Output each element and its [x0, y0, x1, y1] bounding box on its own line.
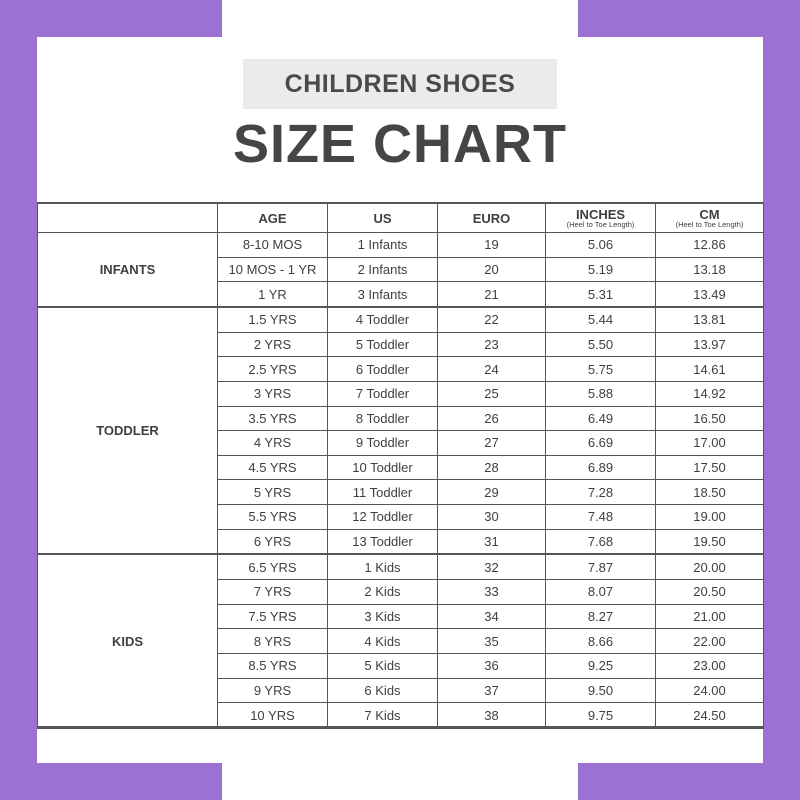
cell-us: 1 Infants [328, 233, 438, 258]
header-group [38, 203, 218, 233]
cell-euro: 30 [438, 505, 546, 530]
cell-us: 4 Toddler [328, 307, 438, 332]
cell-age: 6.5 YRS [218, 554, 328, 579]
cell-us: 7 Kids [328, 703, 438, 728]
cell-us: 2 Infants [328, 257, 438, 282]
header-cm-note: (Heel to Toe Length) [675, 219, 744, 229]
cell-us: 5 Toddler [328, 332, 438, 357]
header-cm [656, 203, 764, 233]
size-chart-card [37, 37, 763, 763]
cell-inches: 6.69 [546, 431, 656, 456]
table-row [38, 554, 764, 579]
cell-cm: 12.86 [656, 233, 764, 258]
cell-age: 4 YRS [218, 431, 328, 456]
cell-euro: 32 [438, 554, 546, 579]
cell-inches: 5.88 [546, 381, 656, 406]
cell-inches: 5.50 [546, 332, 656, 357]
table-body [38, 233, 764, 729]
header-inches [546, 203, 656, 233]
cell-inches: 8.07 [546, 580, 656, 605]
cell-euro: 22 [438, 307, 546, 332]
cell-cm: 20.00 [656, 554, 764, 579]
cell-inches: 5.75 [546, 357, 656, 382]
cell-euro: 38 [438, 703, 546, 728]
cell-us: 4 Kids [328, 629, 438, 654]
cell-inches: 9.50 [546, 678, 656, 703]
cell-age: 6 YRS [218, 529, 328, 554]
cell-euro: 23 [438, 332, 546, 357]
header-age: AGE [218, 203, 328, 233]
cell-age: 10 YRS [218, 703, 328, 728]
table-row [38, 233, 764, 258]
cell-cm: 21.00 [656, 604, 764, 629]
cell-cm: 20.50 [656, 580, 764, 605]
cell-cm: 13.49 [656, 282, 764, 307]
cell-cm: 23.00 [656, 653, 764, 678]
cell-us: 2 Kids [328, 580, 438, 605]
cell-inches: 7.68 [546, 529, 656, 554]
cell-us: 10 Toddler [328, 455, 438, 480]
cell-euro: 29 [438, 480, 546, 505]
cell-us: 6 Kids [328, 678, 438, 703]
cell-us: 6 Toddler [328, 357, 438, 382]
cell-euro: 21 [438, 282, 546, 307]
cell-inches: 9.25 [546, 653, 656, 678]
group-label: INFANTS [38, 233, 218, 307]
cell-us: 9 Toddler [328, 431, 438, 456]
cell-inches: 5.06 [546, 233, 656, 258]
cell-inches: 6.49 [546, 406, 656, 431]
cell-cm: 18.50 [656, 480, 764, 505]
cell-age: 8 YRS [218, 629, 328, 654]
header-cm-label: CM [699, 206, 720, 222]
cell-age: 9 YRS [218, 678, 328, 703]
cell-cm: 13.81 [656, 307, 764, 332]
cell-inches: 7.48 [546, 505, 656, 530]
cell-euro: 34 [438, 604, 546, 629]
cell-euro: 19 [438, 233, 546, 258]
size-table [37, 202, 764, 729]
cell-us: 3 Kids [328, 604, 438, 629]
chart-title: SIZE CHART [233, 114, 567, 174]
cell-age: 8.5 YRS [218, 653, 328, 678]
cell-cm: 19.00 [656, 505, 764, 530]
cell-euro: 28 [438, 455, 546, 480]
cell-age: 8-10 MOS [218, 233, 328, 258]
cell-inches: 7.87 [546, 554, 656, 579]
cell-us: 7 Toddler [328, 381, 438, 406]
cell-us: 13 Toddler [328, 529, 438, 554]
cell-euro: 36 [438, 653, 546, 678]
cell-us: 8 Toddler [328, 406, 438, 431]
cell-inches: 7.28 [546, 480, 656, 505]
cell-cm: 14.61 [656, 357, 764, 382]
cell-age: 2.5 YRS [218, 357, 328, 382]
cell-euro: 26 [438, 406, 546, 431]
cell-age: 3.5 YRS [218, 406, 328, 431]
cell-cm: 19.50 [656, 529, 764, 554]
cell-euro: 27 [438, 431, 546, 456]
header-inches-note: (Heel to Toe Length) [566, 219, 635, 229]
group-label: TODDLER [38, 307, 218, 554]
cell-age: 1.5 YRS [218, 307, 328, 332]
cell-age: 7 YRS [218, 580, 328, 605]
cell-age: 7.5 YRS [218, 604, 328, 629]
table-row [38, 307, 764, 332]
table-header-row [38, 203, 764, 233]
cell-inches: 5.31 [546, 282, 656, 307]
cell-age: 5 YRS [218, 480, 328, 505]
cell-age: 5.5 YRS [218, 505, 328, 530]
cell-cm: 13.97 [656, 332, 764, 357]
cell-cm: 24.00 [656, 678, 764, 703]
cell-age: 2 YRS [218, 332, 328, 357]
cell-cm: 16.50 [656, 406, 764, 431]
cell-euro: 31 [438, 529, 546, 554]
cell-us: 5 Kids [328, 653, 438, 678]
cell-us: 12 Toddler [328, 505, 438, 530]
header-inches-label: INCHES [575, 206, 626, 222]
chart-subtitle: CHILDREN SHOES [243, 59, 557, 109]
cell-inches: 9.75 [546, 703, 656, 728]
cell-inches: 8.66 [546, 629, 656, 654]
cell-cm: 14.92 [656, 381, 764, 406]
cell-euro: 35 [438, 629, 546, 654]
cell-us: 11 Toddler [328, 480, 438, 505]
cell-inches: 5.44 [546, 307, 656, 332]
cell-inches: 6.89 [546, 455, 656, 480]
cell-age: 1 YR [218, 282, 328, 307]
cell-cm: 24.50 [656, 703, 764, 728]
cell-age: 3 YRS [218, 381, 328, 406]
header-euro: EURO [438, 203, 546, 233]
cell-inches: 5.19 [546, 257, 656, 282]
cell-euro: 24 [438, 357, 546, 382]
cell-euro: 37 [438, 678, 546, 703]
cell-euro: 20 [438, 257, 546, 282]
cell-cm: 22.00 [656, 629, 764, 654]
cell-euro: 33 [438, 580, 546, 605]
header-us: US [328, 203, 438, 233]
cell-euro: 25 [438, 381, 546, 406]
cell-us: 1 Kids [328, 554, 438, 579]
cell-inches: 8.27 [546, 604, 656, 629]
cell-cm: 13.18 [656, 257, 764, 282]
cell-cm: 17.00 [656, 431, 764, 456]
cell-cm: 17.50 [656, 455, 764, 480]
group-label: KIDS [38, 554, 218, 728]
cell-age: 4.5 YRS [218, 455, 328, 480]
cell-us: 3 Infants [328, 282, 438, 307]
cell-age: 10 MOS - 1 YR [218, 257, 328, 282]
